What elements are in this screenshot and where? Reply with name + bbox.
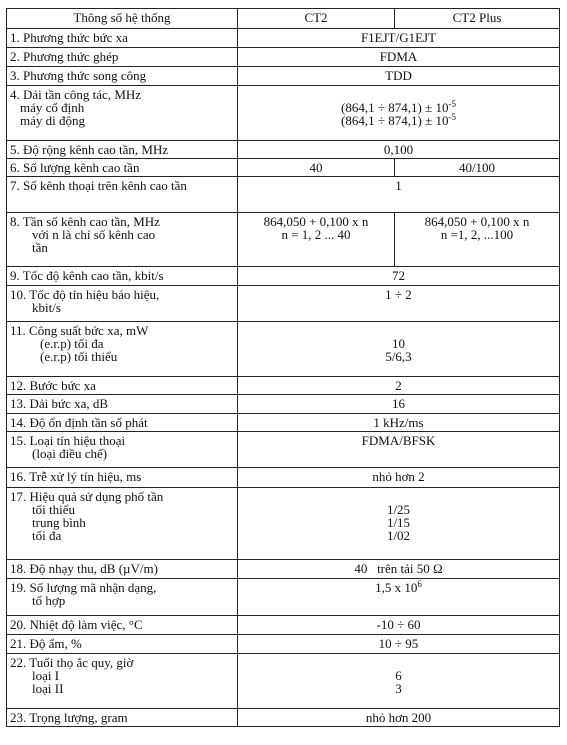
system-parameters-table (6, 8, 560, 727)
table-row (7, 579, 560, 616)
row-value: 10 (392, 336, 405, 351)
row-label: 1. Phương thức bức xa (7, 29, 238, 48)
row-value-exponent: -5 (448, 99, 456, 109)
row-value: nhỏ hơn 200 (238, 709, 560, 727)
row-value-cell (238, 86, 560, 141)
row-value-ct2-plus-cell (395, 213, 560, 267)
table-row (7, 67, 560, 86)
row-label: 20. Nhiệt độ làm việc, °C (7, 616, 238, 635)
row-label-cell (7, 286, 238, 322)
row-label: 7. Số kênh thoại trên kênh cao tần (7, 177, 238, 213)
table-row (7, 654, 560, 709)
row-value: 1/15 (386, 515, 411, 530)
row-label: 9. Tốc độ kênh cao tần, kbit/s (7, 267, 238, 286)
row-value: 3 (395, 681, 402, 696)
row-value-ct2: 864,050 + 0,100 x n (263, 214, 369, 229)
table-row (7, 48, 560, 67)
row-sublabel: tối đa (32, 528, 62, 543)
row-value-exponent: -5 (448, 112, 456, 122)
row-label: 19. Số lượng mã nhận dạng, (10, 580, 157, 595)
row-value: F1EJT/G1EJT (238, 29, 560, 48)
table-row (7, 468, 560, 488)
row-label: 16. Trễ xử lý tín hiệu, ms (7, 468, 238, 488)
row-value: nhỏ hơn 2 (238, 468, 560, 488)
header-parameter: Thông số hệ thống (7, 9, 238, 29)
row-label-cell (7, 654, 238, 709)
row-value: 1 (238, 177, 560, 213)
row-value: 16 (238, 395, 560, 414)
row-value-ct2-cell (238, 213, 395, 267)
row-value: 1 kHz/ms (238, 414, 560, 432)
row-value: 40 trên tải 50 Ω (238, 560, 560, 579)
row-label-cell (7, 432, 238, 468)
table-row (7, 414, 560, 432)
row-sublabel: kbit/s (32, 300, 61, 315)
table-row (7, 86, 560, 141)
row-label: 22. Tuổi thọ ắc quy, giờ (10, 655, 134, 670)
row-sublabel: tổ hợp (32, 593, 66, 608)
table-row (7, 560, 560, 579)
row-label: 12. Bước bức xa (7, 377, 238, 395)
table-row (7, 432, 560, 468)
row-label: 13. Dải bức xa, dB (7, 395, 238, 414)
row-value-ct2: 40 (238, 159, 395, 177)
row-sublabel: với n là chỉ số kênh cao (32, 227, 156, 242)
row-value-cell (238, 579, 560, 616)
row-value-cell (238, 488, 560, 560)
row-label: 5. Độ rộng kênh cao tần, MHz (7, 141, 238, 159)
row-sublabel: loại I (32, 668, 60, 683)
row-label-cell (7, 86, 238, 141)
row-sublabel: tần (32, 240, 48, 255)
row-value: 72 (238, 267, 560, 286)
row-label: 4. Dải tần công tác, MHz (10, 87, 142, 102)
row-value-ct2-plus: 40/100 (395, 159, 560, 177)
table-row (7, 377, 560, 395)
table-row (7, 488, 560, 560)
row-sublabel: (e.r.p) tối đa (40, 336, 104, 351)
row-value: 5/6,3 (385, 349, 412, 364)
row-value: FDMA/BFSK (238, 432, 560, 468)
row-value: TDD (238, 67, 560, 86)
row-value: 1 ÷ 2 (238, 286, 560, 322)
row-label: 11. Công suất bức xa, mW (10, 323, 149, 338)
row-label-cell (7, 213, 238, 267)
row-label: 6. Số lượng kênh cao tần (7, 159, 238, 177)
row-sublabel: máy cố định (20, 100, 85, 115)
table-row (7, 267, 560, 286)
table-row (7, 709, 560, 727)
row-value-ct2-plus: n =1, 2, ...100 (440, 227, 514, 242)
row-value-cell (238, 654, 560, 709)
row-value-cell (238, 322, 560, 377)
row-value-ct2-plus: 864,050 + 0,100 x n (424, 214, 530, 229)
row-value: 10 ÷ 95 (238, 635, 560, 654)
header-ct2-plus: CT2 Plus (395, 9, 560, 29)
table-row (7, 29, 560, 48)
row-value: (864,1 ÷ 874,1) ± 10 (341, 113, 449, 128)
row-sublabel: máy di động (20, 113, 85, 128)
table-row (7, 286, 560, 322)
table-row (7, 159, 560, 177)
spec-sheet (6, 8, 559, 727)
row-value-exponent: 6 (417, 579, 422, 589)
row-sublabel: (loại điều chế) (32, 446, 108, 461)
row-label: 14. Độ ổn định tần số phát (7, 414, 238, 432)
row-value: -10 ÷ 60 (238, 616, 560, 635)
row-label-cell (7, 579, 238, 616)
header-ct2: CT2 (238, 9, 395, 29)
row-value: 2 (238, 377, 560, 395)
row-sublabel: trung bình (32, 515, 86, 530)
row-label: 17. Hiệu quả sử dụng phổ tần (10, 489, 164, 504)
row-value: FDMA (238, 48, 560, 67)
row-value: (864,1 ÷ 874,1) ± 10 (341, 100, 449, 115)
row-label: 8. Tần số kênh cao tần, MHz (10, 214, 160, 229)
row-value: 1/02 (386, 528, 411, 543)
row-label: 23. Trọng lượng, gram (7, 709, 238, 727)
row-label: 21. Độ ẩm, % (7, 635, 238, 654)
row-value: 1/25 (386, 502, 411, 517)
row-value: 0,100 (238, 141, 560, 159)
row-value: 1,5 x 10 (375, 580, 418, 595)
table-row (7, 213, 560, 267)
row-sublabel: tối thiểu (32, 502, 75, 517)
row-label: 3. Phương thức song công (7, 67, 238, 86)
row-label-cell (7, 322, 238, 377)
table-row (7, 177, 560, 213)
row-label: 18. Độ nhạy thu, dB (µV/m) (7, 560, 238, 579)
table-row (7, 395, 560, 414)
row-label: 10. Tốc độ tín hiệu báo hiệu, (10, 287, 160, 302)
table-row (7, 322, 560, 377)
table-row (7, 141, 560, 159)
row-label: 2. Phương thức ghép (7, 48, 238, 67)
row-value-ct2: n = 1, 2 ... 40 (281, 227, 351, 242)
table-row (7, 635, 560, 654)
row-label-cell (7, 488, 238, 560)
table-header-row (7, 9, 560, 29)
row-sublabel: loại II (32, 681, 64, 696)
row-sublabel: (e.r.p) tối thiểu (40, 349, 118, 364)
row-label: 15. Loại tín hiệu thoại (10, 433, 126, 448)
row-value: 6 (395, 668, 402, 683)
table-row (7, 616, 560, 635)
